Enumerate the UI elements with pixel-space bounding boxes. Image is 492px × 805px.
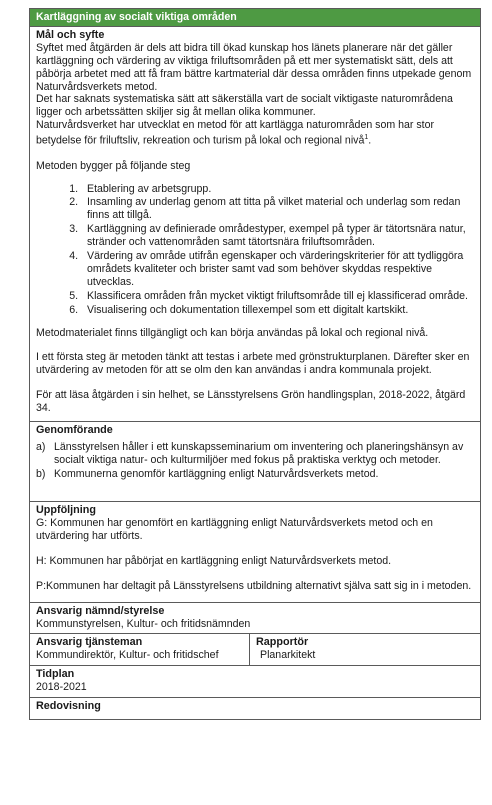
card-title: Kartläggning av socialt viktiga områden	[30, 9, 481, 27]
ansvarig-namnd-value: Kommunstyrelsen, Kultur- och fritidsnämnden	[36, 617, 251, 630]
steps-list	[36, 183, 474, 317]
uppfoljning-g: G: Kommunen har genomfört en kartläggning enligt Naturvårdsverkets metod och en utvärdering har utförts.	[36, 517, 433, 542]
genomforande-heading: Genomförande	[36, 424, 113, 437]
step-item: 5. Klassificera områden från mycket viktigt friluftsområde till ej klassificerad område.	[81, 290, 474, 303]
rapportor-value: Planarkitekt	[260, 649, 316, 662]
step-item: 1. Etablering av arbetsgrupp.	[81, 183, 474, 196]
steps-intro: Metoden bygger på följande steg	[36, 159, 191, 172]
uppfoljning-p: P:Kommunen har deltagit på Länsstyrelsens utbildning alternativt själva satt sig in i metoden.	[36, 579, 472, 592]
uppfoljning-heading: Uppföljning	[36, 504, 96, 517]
uppfoljning-h: H: Kommunen har påbörjat en kartläggning enligt Naturvårdsverkets metod.	[36, 554, 392, 567]
redovisning-label: Redovisning	[36, 700, 101, 713]
uppfoljning-section	[30, 502, 481, 603]
list-item: a) Länsstyrelsen håller i ett kunskapsseminarium om inventering och planeringshänsyn av socialt viktiga natur- och kulturmiljöer med fokus på praktiska verktyg och metoder.	[36, 441, 464, 466]
footnote-ref: 1	[364, 134, 369, 142]
mal-och-syfte-section	[30, 26, 481, 421]
mal-heading: Mål och syfte	[36, 28, 105, 41]
mal-paragraph-2: Det har saknats systematiska sätt att säkerställa vart de socialt viktigaste naturområdena ligger och arbetssätten skiljer sig åt mellan olika kommuner.	[36, 93, 453, 119]
ansvarig-tjansteman-label: Ansvarig tjänsteman	[36, 636, 143, 649]
action-card	[29, 8, 480, 720]
step-item: 4. Värdering av område utifrån egenskaper och värderingskriterier för att tydliggöra områdets kvaliteter och brister samt vad som behöver skyddas respektive utvecklas.	[81, 250, 474, 289]
step-item: 3. Kartläggning av definierade områdestyper, exempel på typer är tätortsnära natur, stränder och vattenområden samt tätortsnära friluftsområden.	[81, 223, 474, 249]
step-item: 6. Visualisering och dokumentation tillexempel som ett digitalt kartskikt.	[81, 304, 474, 317]
tidplan-value: 2018-2021	[36, 681, 87, 694]
ansvarig-namnd-label: Ansvarig nämnd/styrelse	[36, 604, 165, 617]
ansvarig-tjansteman-cell	[30, 634, 250, 666]
ansvarig-namnd-cell	[30, 602, 481, 634]
tidplan-label: Tidplan	[36, 668, 75, 681]
action-table	[29, 8, 481, 720]
rapportor-label: Rapportör	[256, 636, 309, 649]
mal-paragraph-4: Metodmaterialet finns tillgängligt och kan börja användas på lokal och regional nivå.	[36, 326, 429, 339]
genomforande-section	[30, 422, 481, 502]
mal-paragraph-1: Syftet med åtgärden är dels att bidra till ökad kunskap hos länets planerare när det gäller kartläggning och värdering av viktiga friluftsområden på ett mer systematiskt sätt, dels att påbörja arbetet med att få fram bättre kartmaterial där dessa områden finns utpekade genom Naturvårdsverkets metod.	[36, 41, 472, 93]
rapportor-cell	[250, 634, 481, 666]
mal-paragraph-6: För att läsa åtgärden i sin helhet, se Länsstyrelsens Grön handlingsplan, 2018-2022, åtgärd 34.	[36, 389, 466, 415]
redovisning-cell	[30, 698, 481, 720]
list-item: b) Kommunerna genomför kartläggning enligt Naturvårdsverkets metod.	[36, 467, 379, 480]
step-item: 2. Insamling av underlag genom att titta på vilket material och underlag som redan finns att tillgå.	[81, 196, 474, 222]
mal-paragraph-3: Naturvårdsverket har utvecklat en metod för att kartlägga naturområden som har stor betydelse för friluftsliv, rekreation och turism på lokal och regional nivå$^1$.	[36, 119, 435, 147]
genomforande-list	[36, 441, 474, 481]
mal-paragraph-5: I ett första steg är metoden tänkt att testas i arbete med grönstrukturplanen. Därefter sker en utvärdering av metoden för att se olm den kan användas i andra kommunala projekt.	[36, 351, 470, 377]
tidplan-cell	[30, 666, 481, 698]
ansvarig-tjansteman-value: Kommundirektör, Kultur- och fritidschef	[36, 649, 219, 662]
